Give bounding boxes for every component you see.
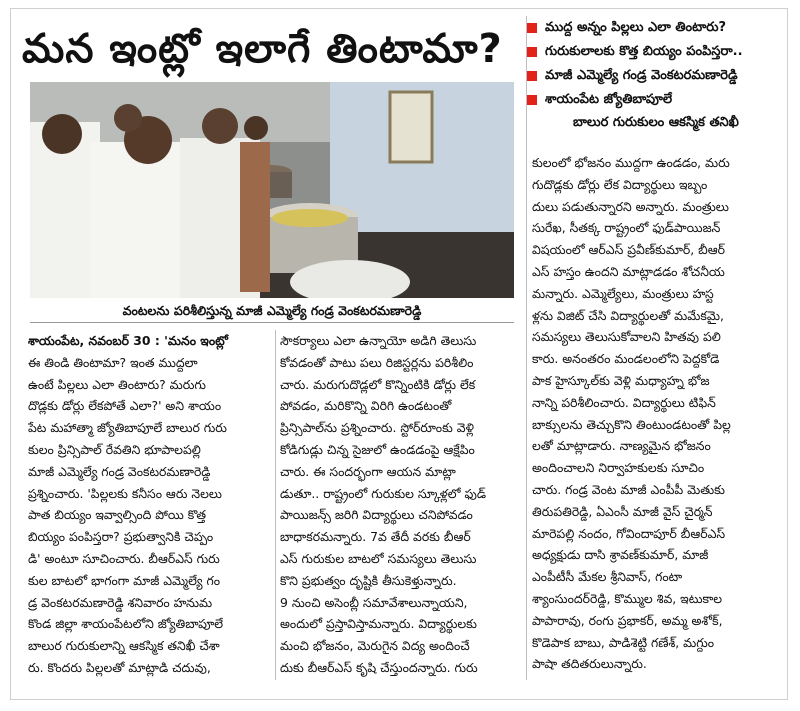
- article-line: కొని ప్రభుత్వం దృష్టికి తీసుకెళ్తున్నారు.: [280, 572, 457, 588]
- summary-bullet-text: శాయంపేట జ్యోతిబాపూలే: [545, 92, 673, 107]
- bullet-square-icon: [527, 71, 537, 81]
- article-line: మన్నారు. ఎమ్మెల్యేలు, మంత్రులు హస్ట: [532, 285, 714, 301]
- article-line: ఎస్ గురుకుల బాటలో సమస్యలు తెలుసు: [280, 550, 477, 566]
- article-line: బాక్సులను తెచ్చుకొని తింటుండటంతో పిల్ల: [532, 416, 731, 432]
- article-line: ఎస్ హస్తం ఉందని మాట్లాడడం శోచనీయ: [532, 263, 725, 279]
- article-line: సురేఖ, సీతక్క రాష్ట్రంలో ఫుడ్‌పాయిజన్: [532, 220, 721, 236]
- article-line: కారు. అనంతరం మండలంలోని పెద్దకోడె: [532, 351, 720, 367]
- photo-caption: వంటలను పరిశీలిస్తున్న మాజీ ఎమ్మెల్యే గండ్ర వెంకటరమణారెడ్డి: [30, 300, 514, 323]
- article-line: డ్ర వెంకటరమణారెడ్డి శనివారం హనుమ: [28, 594, 213, 610]
- headline: మన ఇంట్లో ఇలాగే తింటామా?: [22, 26, 503, 72]
- article-line: రు. కొందరు పిల్లలతో మాట్లాడి చదువు,: [28, 659, 211, 675]
- article-line: డుతూ.. రాష్ట్రంలో గురుకుల స్కూళ్లలో ఫుడ్: [280, 485, 486, 501]
- article-line: మంచి భోజనం, మెరుగైన విద్య అందించే: [280, 638, 470, 654]
- summary-bullet: [527, 64, 785, 88]
- article-line: ప్రశ్నించారు. 'పిల్లలకు కనీసం ఆరు నెలలు: [28, 485, 222, 501]
- article-line: శాయంపేట, నవంబర్ 30 : 'మనం ఇంట్లో: [28, 333, 228, 348]
- article-line: ప్రిన్సిపాల్‌ను ప్రశ్నించారు. స్టోర్‌రూంకు వెళ్లి: [280, 420, 474, 436]
- article-line: కొడెపాక బాబు, పాడిశెట్టి గణేశ్, మగ్దుం: [532, 634, 715, 650]
- article-line: కుల బాటలో భాగంగా మాజీ ఎమ్మెల్యే గం: [28, 572, 220, 588]
- article-line: గుదొడ్లకు డోర్లు లేక విద్యార్థులు ఇబ్బం: [532, 176, 708, 192]
- article-line: లతో మాట్లాడారు. నాణ్యమైన భోజనం: [532, 438, 711, 454]
- column-divider: [526, 16, 527, 680]
- article-line: ళ్లను విజిట్ చేసి విద్యార్థులతో మమేకమై,: [532, 307, 724, 323]
- article-line: దుకు బీఆర్ఎస్ కృషి చేస్తుందన్నారు. గురు: [280, 659, 478, 675]
- article-line: కోడిగుడ్లు చిన్న సైజులో ఉండడంపై ఆక్షేపిం: [280, 441, 475, 457]
- bullet-square-icon: [527, 23, 537, 33]
- article-line: సౌకర్యాలు ఎలా ఉన్నాయో అడిగి తెలుసు: [280, 333, 477, 348]
- article-line: చారు. మరుగుదొడ్లలో కొన్నింటికి డోర్లు లేక: [280, 376, 476, 392]
- column-divider: [275, 330, 276, 680]
- summary-bullet: [527, 16, 785, 40]
- article-line: పాత బియ్యం ఇవ్వాల్సింది పోయి కొత్త: [28, 507, 207, 523]
- news-photo: [30, 82, 514, 298]
- summary-bullet-text: గురుకులాలకు కొత్త బియ్యం పంపిస్తరా..: [545, 44, 743, 59]
- article-line: అందులో ప్రస్తావిస్తామన్నారు. విద్యార్థులకు: [280, 616, 477, 632]
- article-line: మాజీ ఎమ్మెల్యే గండ్ర వెంకటరమణారెడ్డి: [28, 463, 211, 479]
- summary-bullet: [527, 88, 785, 112]
- article-column-1: [28, 330, 272, 679]
- summary-bullet-text: మాజీ ఎమ్మెల్యే గండ్ర వెంకటరమణారెడ్డి: [545, 68, 738, 83]
- article-line: దొడ్లకు డోర్లు లేకపోతే ఎలా?' అని శాయం: [28, 398, 222, 414]
- article-line: విషయంలో ఆర్ఎస్ ప్రవీణ్‌కుమార్, బీఆర్: [532, 242, 725, 258]
- article-line: పాషా తదితరులున్నారు.: [532, 656, 647, 672]
- summary-bullet-continuation: బాలుర గురుకులం ఆకస్మిక తనిఖీ: [573, 115, 739, 130]
- article-line: డి' అంటూ సూచించారు. బీఆర్ఎస్ గురు: [28, 550, 220, 566]
- summary-bullets: [527, 16, 785, 134]
- article-line: ఎంపీటీసీ మేకల శ్రీనివాస్, గంటా: [532, 569, 683, 585]
- article-line: ఉంటే పిల్లలు ఎలా తింటారు? మరుగు: [28, 376, 206, 392]
- kitchen-inspection-photo: [30, 82, 514, 298]
- article-line: పోవడం, మరికొన్ని విరిగి ఉండటంతో: [280, 398, 452, 414]
- bullet-square-icon: [527, 47, 537, 57]
- article-line: కులంలో భోజనం ముద్దగా ఉండడం, మరు: [532, 155, 730, 170]
- bullet-square-icon: [527, 95, 537, 105]
- article-line: పాక హైస్కూల్‌కు వెళ్లి మధ్యాహ్న భోజ: [532, 372, 710, 388]
- article-line: ఈ తిండి తింటామా? ఇంత ముద్దలా: [28, 354, 198, 370]
- article-column-2: [280, 330, 522, 679]
- article-line: శ్యాంసుందర్‌రెడ్డి, కొమ్ముల శివ, ఇటుకాల: [532, 590, 723, 606]
- article-line: పాయిజన్స్ జరిగి విద్యార్థులు చనిపోవడం: [280, 507, 473, 523]
- article-line: చారు. గండ్ర వెంట మాజీ ఎంపీపీ మెతుకు: [532, 481, 725, 497]
- article-line: దులు పడుతున్నారని అన్నారు. మంత్రులు: [532, 198, 729, 214]
- article-line: మారెపల్లి నందం, గోవిందాపూర్ బీఆర్ఎస్: [532, 525, 726, 541]
- article-line: చారు. ఈ సందర్భంగా ఆయన మాట్లా: [280, 463, 456, 479]
- article-line: సమస్యలు తెలుసుకోవాలని హితవు పలి: [532, 329, 721, 345]
- summary-bullet: [527, 40, 785, 64]
- article-line: బాలుర గురుకులాన్ని ఆకస్మిక తనిఖీ చేశా: [28, 638, 220, 654]
- article-column-3: [532, 152, 782, 675]
- article-line: పేట మహాత్మా జ్యోతిబాపూలే బాలుర గురు: [28, 420, 227, 436]
- article-line: 9 నుంచి అసెంబ్లీ సమావేశాలున్నాయని,: [280, 594, 468, 610]
- article-line: పాపారావు, రంగు ప్రభాకర్, అమ్మ అశోక్,: [532, 612, 723, 628]
- article-line: అందించాలని నిర్వాహకులకు సూచిం: [532, 460, 705, 476]
- article-line: కొండ జిల్లా శాయంపేటలోని జ్యోతిబాపూలే: [28, 616, 224, 632]
- article-line: బాధాకరమన్నారు. 7వ తేదీ వరకు బీఆర్: [280, 529, 471, 545]
- article-line: నాన్ని పరిశీలించారు. విద్యార్థులు టిఫిన్: [532, 394, 716, 410]
- article-line: అధ్యక్షుడు దాసి శ్రావణ్‌కుమార్, మాజీ: [532, 547, 709, 563]
- article-line: బియ్యం పంపిస్తరా? ప్రభుత్వానికి చెప్పం: [28, 529, 214, 545]
- summary-bullet-text: ముద్ద అన్నం పిల్లలు ఎలా తింటారు?: [545, 20, 727, 35]
- article-line: కులం ప్రిన్సిపాల్ రేవతిని భూపాలపల్లి: [28, 441, 201, 457]
- article-line: తిరుపతిరెడ్డి, ఏఎంసీ మాజీ వైస్ చైర్మన్: [532, 503, 713, 519]
- article-line: కోవడంతో పాటు పలు రిజిస్టర్లను పరిశీలిం: [280, 354, 474, 370]
